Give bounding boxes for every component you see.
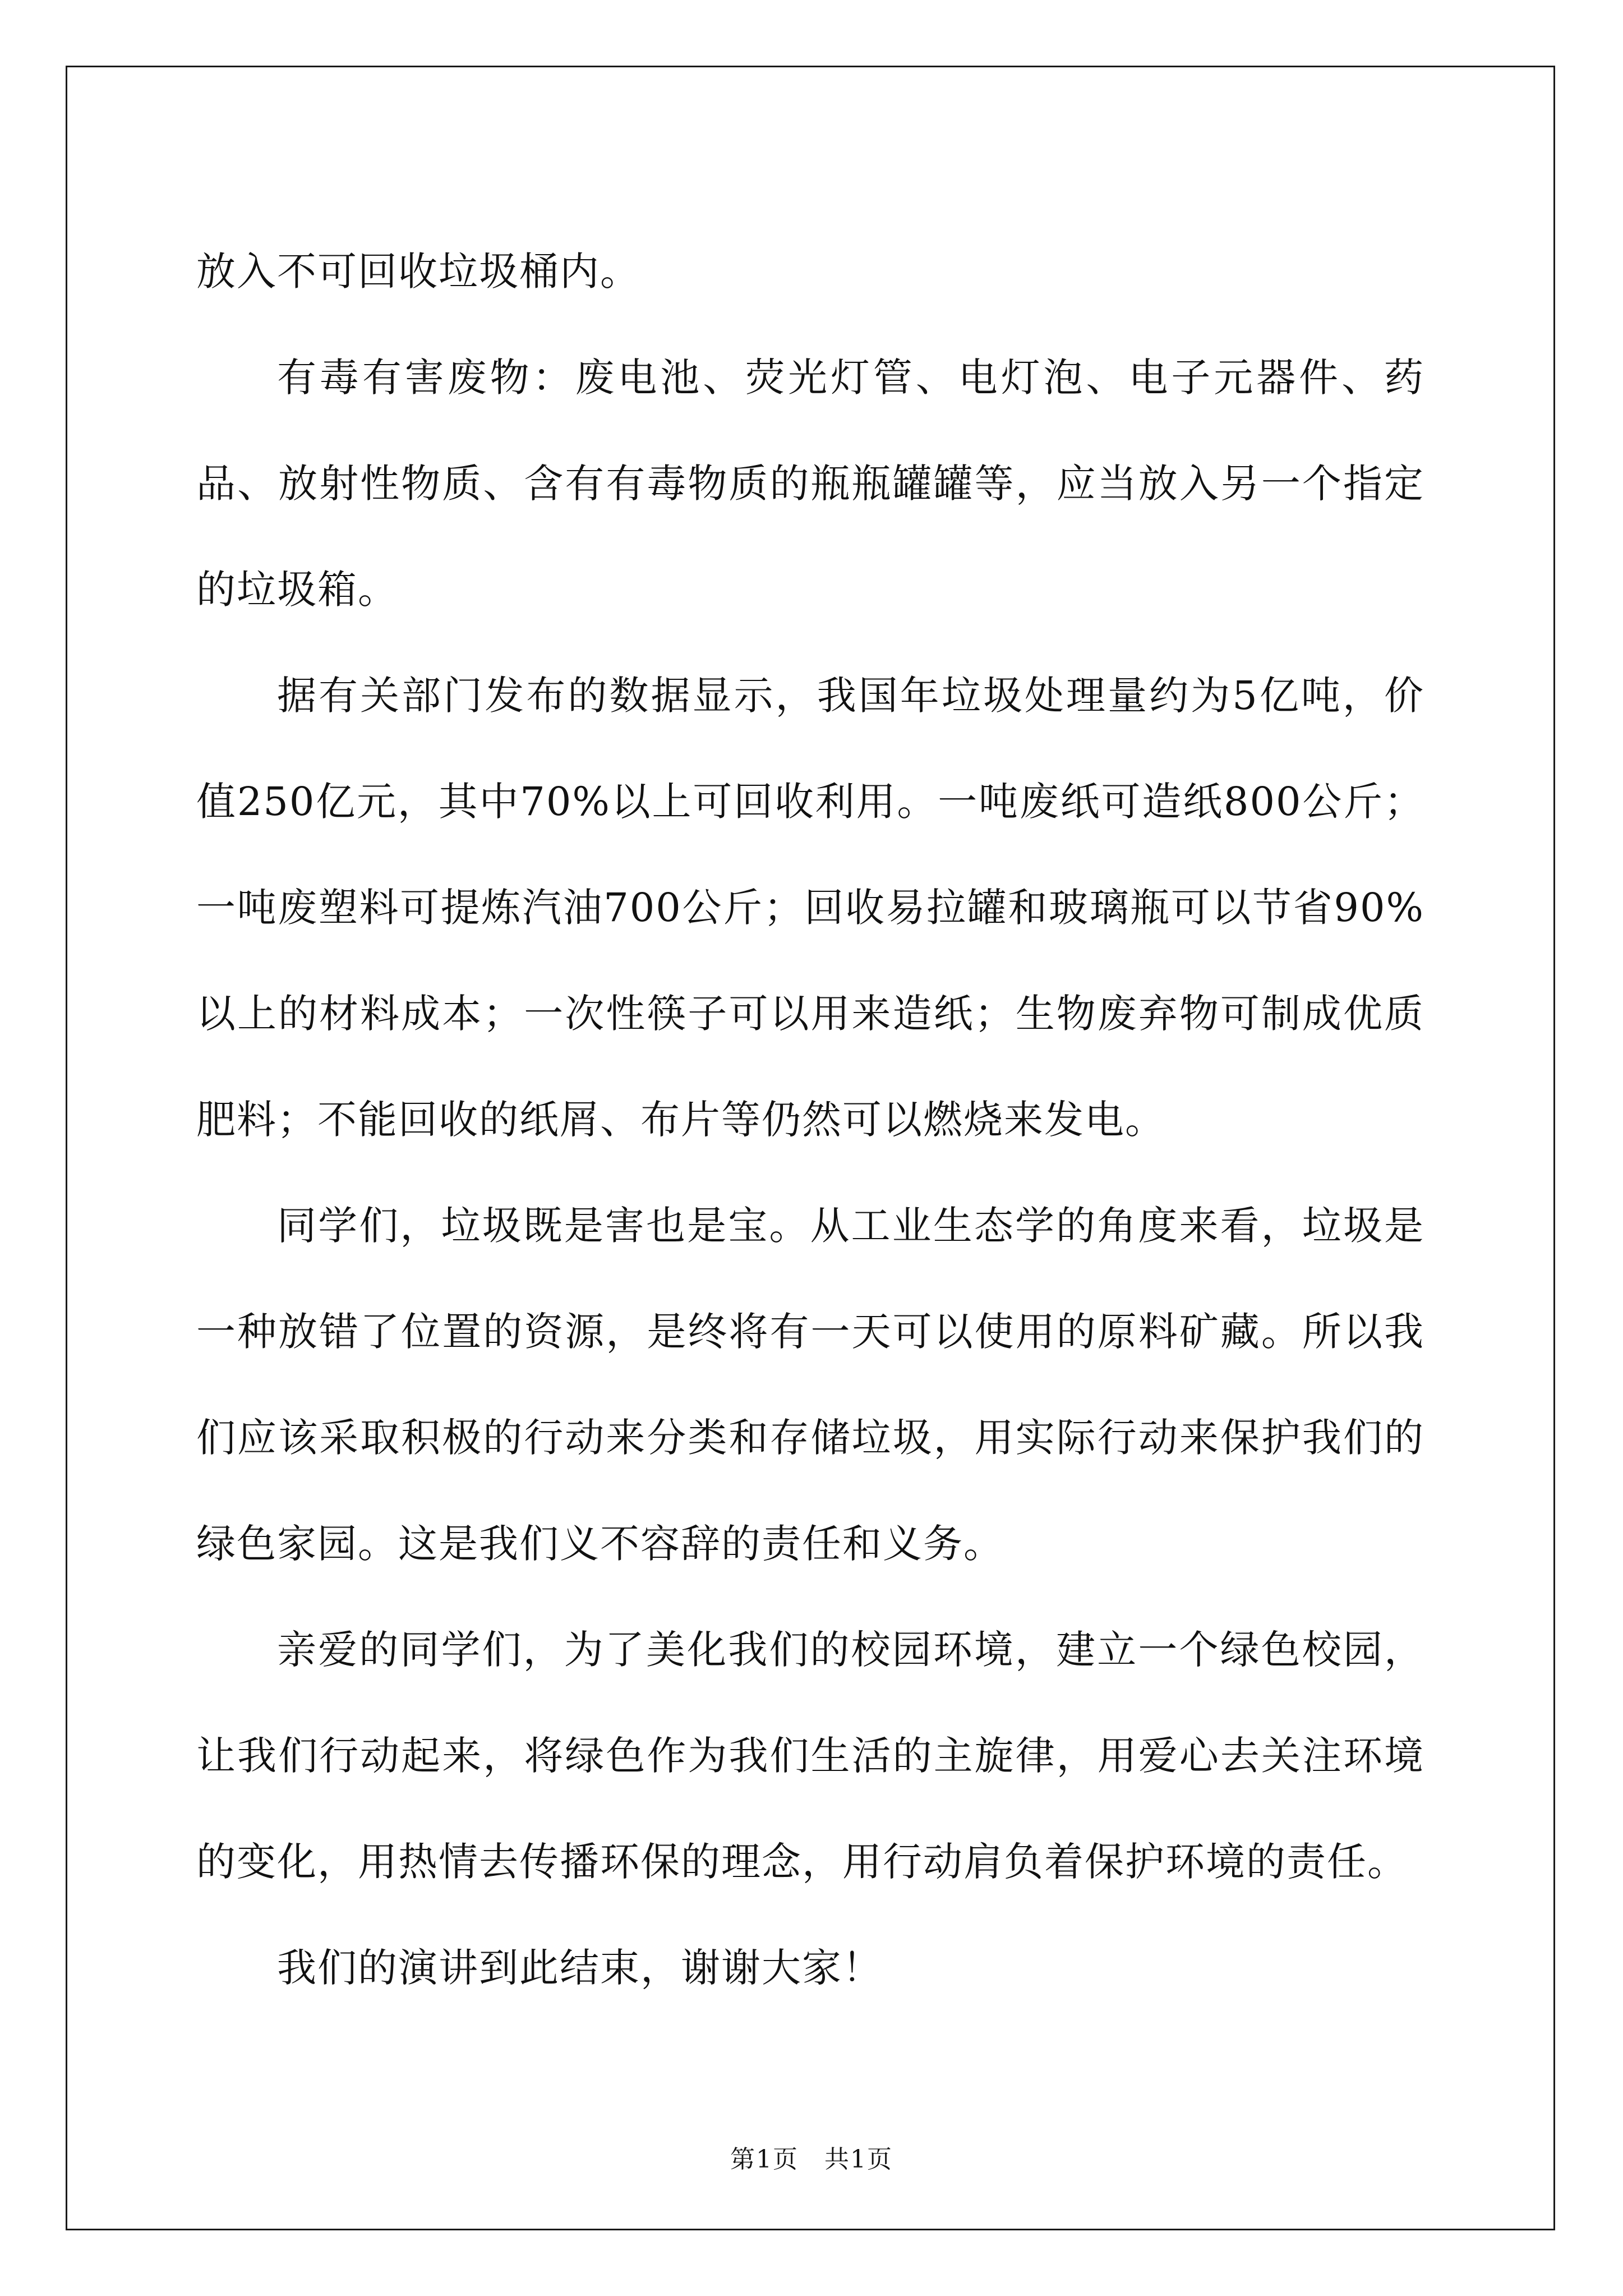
paragraph-4: 同学们，垃圾既是害也是宝。从工业生态学的角度来看，垃圾是一种放错了位置的资源，是终将有一天可以使用的原料矿藏。所以我们应该采取积极的行动来分类和存储垃圾，用实际行动来保护我们的绿色家园。这是我们义不容辞的责任和义务。	[196, 1203, 1424, 1567]
paragraph-5: 亲爱的同学们，为了美化我们的校园环境，建立一个绿色校园，让我们行动起来，将绿色作为我们生活的主旋律，用爱心去关注环境的变化，用热情去传播环保的理念，用行动肩负着保护环境的责任。	[196, 1627, 1424, 1885]
paragraph-3: 据有关部门发布的数据显示，我国年垃圾处理量约为5亿吨，价值250亿元，其中70%以上可回收利用。一吨废纸可造纸800公斤；一吨废塑料可提炼汽油700公斤；回收易拉罐和玻璃瓶可以节省90%以上的材料成本；一次性筷子可以用来造纸；生物废弃物可制成优质肥料；不能回收的纸屑、布片等仍然可以燃烧来发电。	[196, 673, 1424, 1143]
paragraph-2: 有毒有害废物：废电池、荧光灯管、电灯泡、电子元器件、药品、放射性物质、含有有毒物质的瓶瓶罐罐等，应当放入另一个指定的垃圾箱。	[196, 355, 1424, 613]
document-body	[196, 219, 1424, 2021]
paragraph-6: 我们的演讲到此结束，谢谢大家！	[277, 1945, 883, 1991]
page-number-footer: 第1页 共1页	[730, 2145, 893, 2174]
paragraph-1: 放入不可回收垃圾桶内。	[196, 249, 640, 295]
